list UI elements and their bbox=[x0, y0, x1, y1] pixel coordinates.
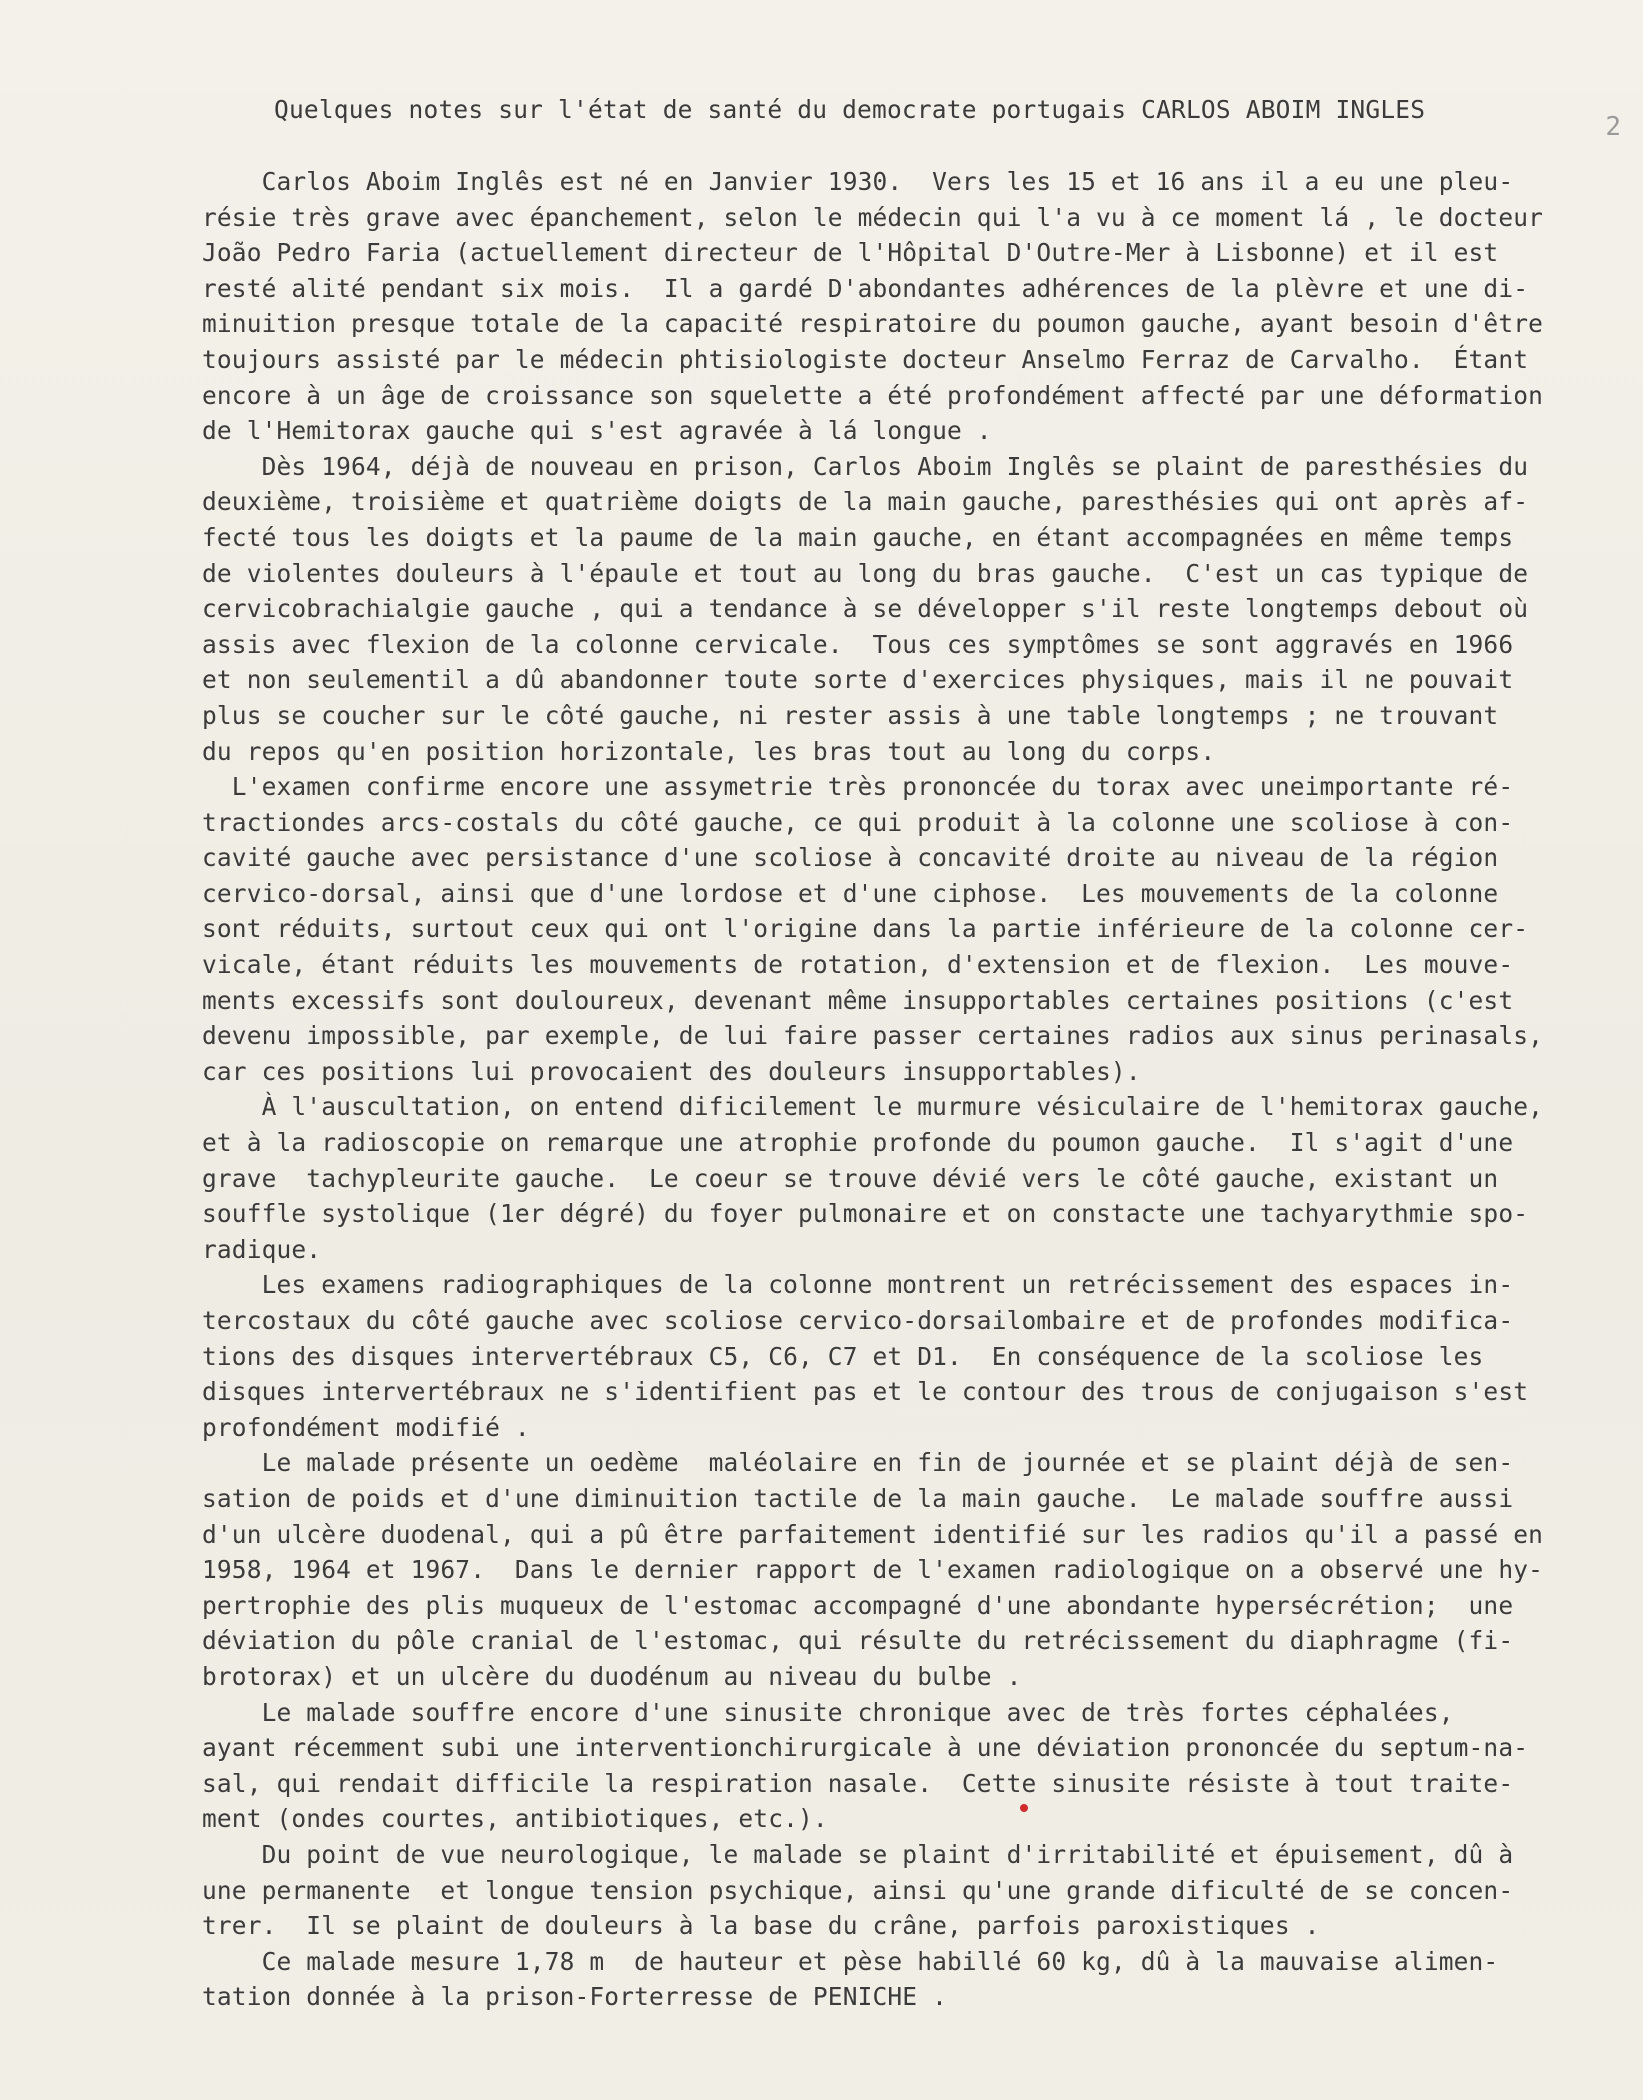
text-line: tercostaux du côté gauche avec scoliose cervico-dorsailombaire et de profondes modifica- bbox=[202, 1306, 1514, 1335]
text-line: toujours assisté par le médecin phtisiologiste docteur Anselmo Ferraz de Carvalho. Étant bbox=[202, 344, 1529, 374]
document-body bbox=[202, 92, 1614, 2015]
text-line: Dès 1964, déjà de nouveau en prison, Carlos Aboim Inglês se plaint de paresthésies du bbox=[202, 451, 1529, 481]
text-line: cervicobrachialgie gauche , qui a tendance à se développer s'il reste longtemps debout où bbox=[202, 594, 1529, 624]
paragraph bbox=[202, 1695, 1614, 1837]
text-line: radique. bbox=[202, 1234, 322, 1264]
text-line: minuition presque totale de la capacité respiratoire du poumon gauche, ayant besoin d'être bbox=[202, 309, 1544, 339]
text-line: de l'Hemitorax gauche qui s'est agravée à lá longue . bbox=[202, 416, 992, 446]
text-line: Ce malade mesure 1,78 m de hauteur et pèse habillé 60 kg, dû à la mauvaise alimen- bbox=[202, 1946, 1499, 1976]
text-line: car ces positions lui provocaient des douleurs insupportables). bbox=[202, 1056, 1141, 1086]
text-line: sal, qui rendait difficile la respiration nasale. Cette sinusite résiste à tout traite- bbox=[202, 1768, 1514, 1798]
text-line: tractiondes arcs-costals du côté gauche, ce qui produit à la colonne une scoliose à con- bbox=[202, 807, 1514, 837]
text-line: deuxième, troisième et quatrième doigts de la main gauche, paresthésies qui ont après af- bbox=[202, 487, 1529, 517]
text-line: ment (ondes courtes, antibiotiques, etc.). bbox=[202, 1804, 828, 1834]
paragraph bbox=[202, 769, 1614, 1089]
text-line: de violentes douleurs à l'épaule et tout au long du bras gauche. C'est un cas typique de bbox=[202, 558, 1529, 588]
paragraph bbox=[202, 1944, 1614, 2015]
text-line: grave tachypleurite gauche. Le coeur se trouve dévié vers le côté gauche, existant un bbox=[202, 1163, 1499, 1193]
text-line: João Pedro Faria (actuellement directeur de l'Hôpital D'Outre-Mer à Lisbonne) et il est bbox=[202, 238, 1499, 268]
text-line: resté alité pendant six mois. Il a gardé D'abondantes adhérences de la plèvre et une di- bbox=[202, 273, 1529, 303]
text-line: sont réduits, surtout ceux qui ont l'origine dans la partie inférieure de la colonne cer- bbox=[202, 914, 1529, 944]
paragraph bbox=[202, 1267, 1614, 1445]
page-corner-mark: 2 bbox=[1605, 112, 1621, 142]
text-line: Le malade souffre encore d'une sinusite chronique avec de très fortes céphalées, bbox=[202, 1697, 1454, 1727]
document-paragraphs bbox=[202, 164, 1614, 2015]
text-line: et à la radioscopie on remarque une atrophie profonde du poumon gauche. Il s'agit d'une bbox=[202, 1128, 1514, 1158]
text-line: Carlos Aboim Inglês est né en Janvier 1930. Vers les 15 et 16 ans il a eu une pleu- bbox=[202, 167, 1514, 196]
text-line: cavité gauche avec persistance d'une scoliose à concavité droite au niveau de la région bbox=[202, 843, 1499, 873]
text-line: pertrophie des plis muqueux de l'estomac accompagné d'une abondante hypersécrétion; une bbox=[202, 1590, 1514, 1620]
red-ink-dot bbox=[1020, 1804, 1028, 1812]
text-line: 1958, 1964 et 1967. Dans le dernier rapport de l'examen radiologique on a observé une hy- bbox=[202, 1555, 1544, 1585]
text-line: trer. Il se plaint de douleurs à la base du crâne, parfois paroxistiques . bbox=[202, 1911, 1320, 1941]
paragraph bbox=[202, 164, 1614, 449]
document-title: Quelques notes sur l'état de santé du democrate portugais CARLOS ABOIM INGLES bbox=[274, 95, 1426, 124]
text-line: ayant récemment subi une interventionchirurgicale à une déviation prononcée du septum-na- bbox=[202, 1733, 1529, 1763]
text-line: tation donnée à la prison-Forterresse de PENICHE . bbox=[202, 1982, 948, 2012]
text-line: du repos qu'en position horizontale, les bras tout au long du corps. bbox=[202, 736, 1216, 766]
text-line: À l'auscultation, on entend dificilement le murmure vésiculaire de l'hemitorax gauche, bbox=[202, 1092, 1544, 1122]
text-line: souffle systolique (1er dégré) du foyer pulmonaire et on constacte une tachyarythmie spo- bbox=[202, 1199, 1529, 1229]
text-line: déviation du pôle cranial de l'estomac, qui résulte du retrécissement du diaphragme (fi- bbox=[202, 1626, 1514, 1656]
text-line: résie très grave avec épanchement, selon le médecin qui l'a vu à ce moment lá , le docteur bbox=[202, 202, 1544, 232]
text-line: sation de poids et d'une diminuition tactile de la main gauche. Le malade souffre aussi bbox=[202, 1483, 1514, 1513]
text-line: plus se coucher sur le côté gauche, ni rester assis à une table longtemps ; ne trouvant bbox=[202, 700, 1499, 730]
text-line: profondément modifié . bbox=[202, 1412, 530, 1442]
text-line: une permanente et longue tension psychique, ainsi qu'une grande dificulté de se concen- bbox=[202, 1875, 1514, 1905]
text-line: Les examens radiographiques de la colonne montrent un retrécissement des espaces in- bbox=[202, 1270, 1514, 1300]
text-line: devenu impossible, par exemple, de lui faire passer certaines radios aux sinus perinasals, bbox=[202, 1021, 1544, 1051]
paragraph bbox=[202, 1089, 1614, 1267]
text-line: Du point de vue neurologique, le malade se plaint d'irritabilité et épuisement, dû à bbox=[202, 1839, 1514, 1869]
paragraph bbox=[202, 1837, 1614, 1944]
text-line: disques intervertébraux ne s'identifient pas et le contour des trous de conjugaison s'est bbox=[202, 1377, 1529, 1407]
text-line: brotorax) et un ulcère du duodénum au niveau du bulbe . bbox=[202, 1661, 1022, 1691]
text-line: vicale, étant réduits les mouvements de rotation, d'extension et de flexion. Les mouve- bbox=[202, 950, 1514, 980]
text-line: encore à un âge de croissance son squelette a été profondément affecté par une déformation bbox=[202, 380, 1544, 410]
text-line: et non seulementil a dû abandonner toute sorte d'exercices physiques, mais il ne pouvait bbox=[202, 665, 1514, 695]
text-line: cervico-dorsal, ainsi que d'une lordose et d'une ciphose. Les mouvements de la colonne bbox=[202, 878, 1499, 908]
text-line: assis avec flexion de la colonne cervicale. Tous ces symptômes se sont aggravés en 1966 bbox=[202, 629, 1514, 659]
text-line: fecté tous les doigts et la paume de la main gauche, en étant accompagnées en même temps bbox=[202, 522, 1514, 552]
text-line: d'un ulcère duodenal, qui a pû être parfaitement identifié sur les radios qu'il a passé en bbox=[202, 1519, 1544, 1549]
text-line: Le malade présente un oedème maléolaire en fin de journée et se plaint déjà de sen- bbox=[202, 1448, 1514, 1478]
paragraph bbox=[202, 1445, 1614, 1694]
paragraph bbox=[202, 449, 1614, 769]
text-line: ments excessifs sont douloureux, devenant même insupportables certaines positions (c'est bbox=[202, 985, 1514, 1015]
text-line: tions des disques intervertébraux C5, C6, C7 et D1. En conséquence de la scoliose les bbox=[202, 1341, 1484, 1371]
text-line: L'examen confirme encore une assymetrie très prononcée du torax avec uneimportante ré- bbox=[202, 772, 1514, 802]
